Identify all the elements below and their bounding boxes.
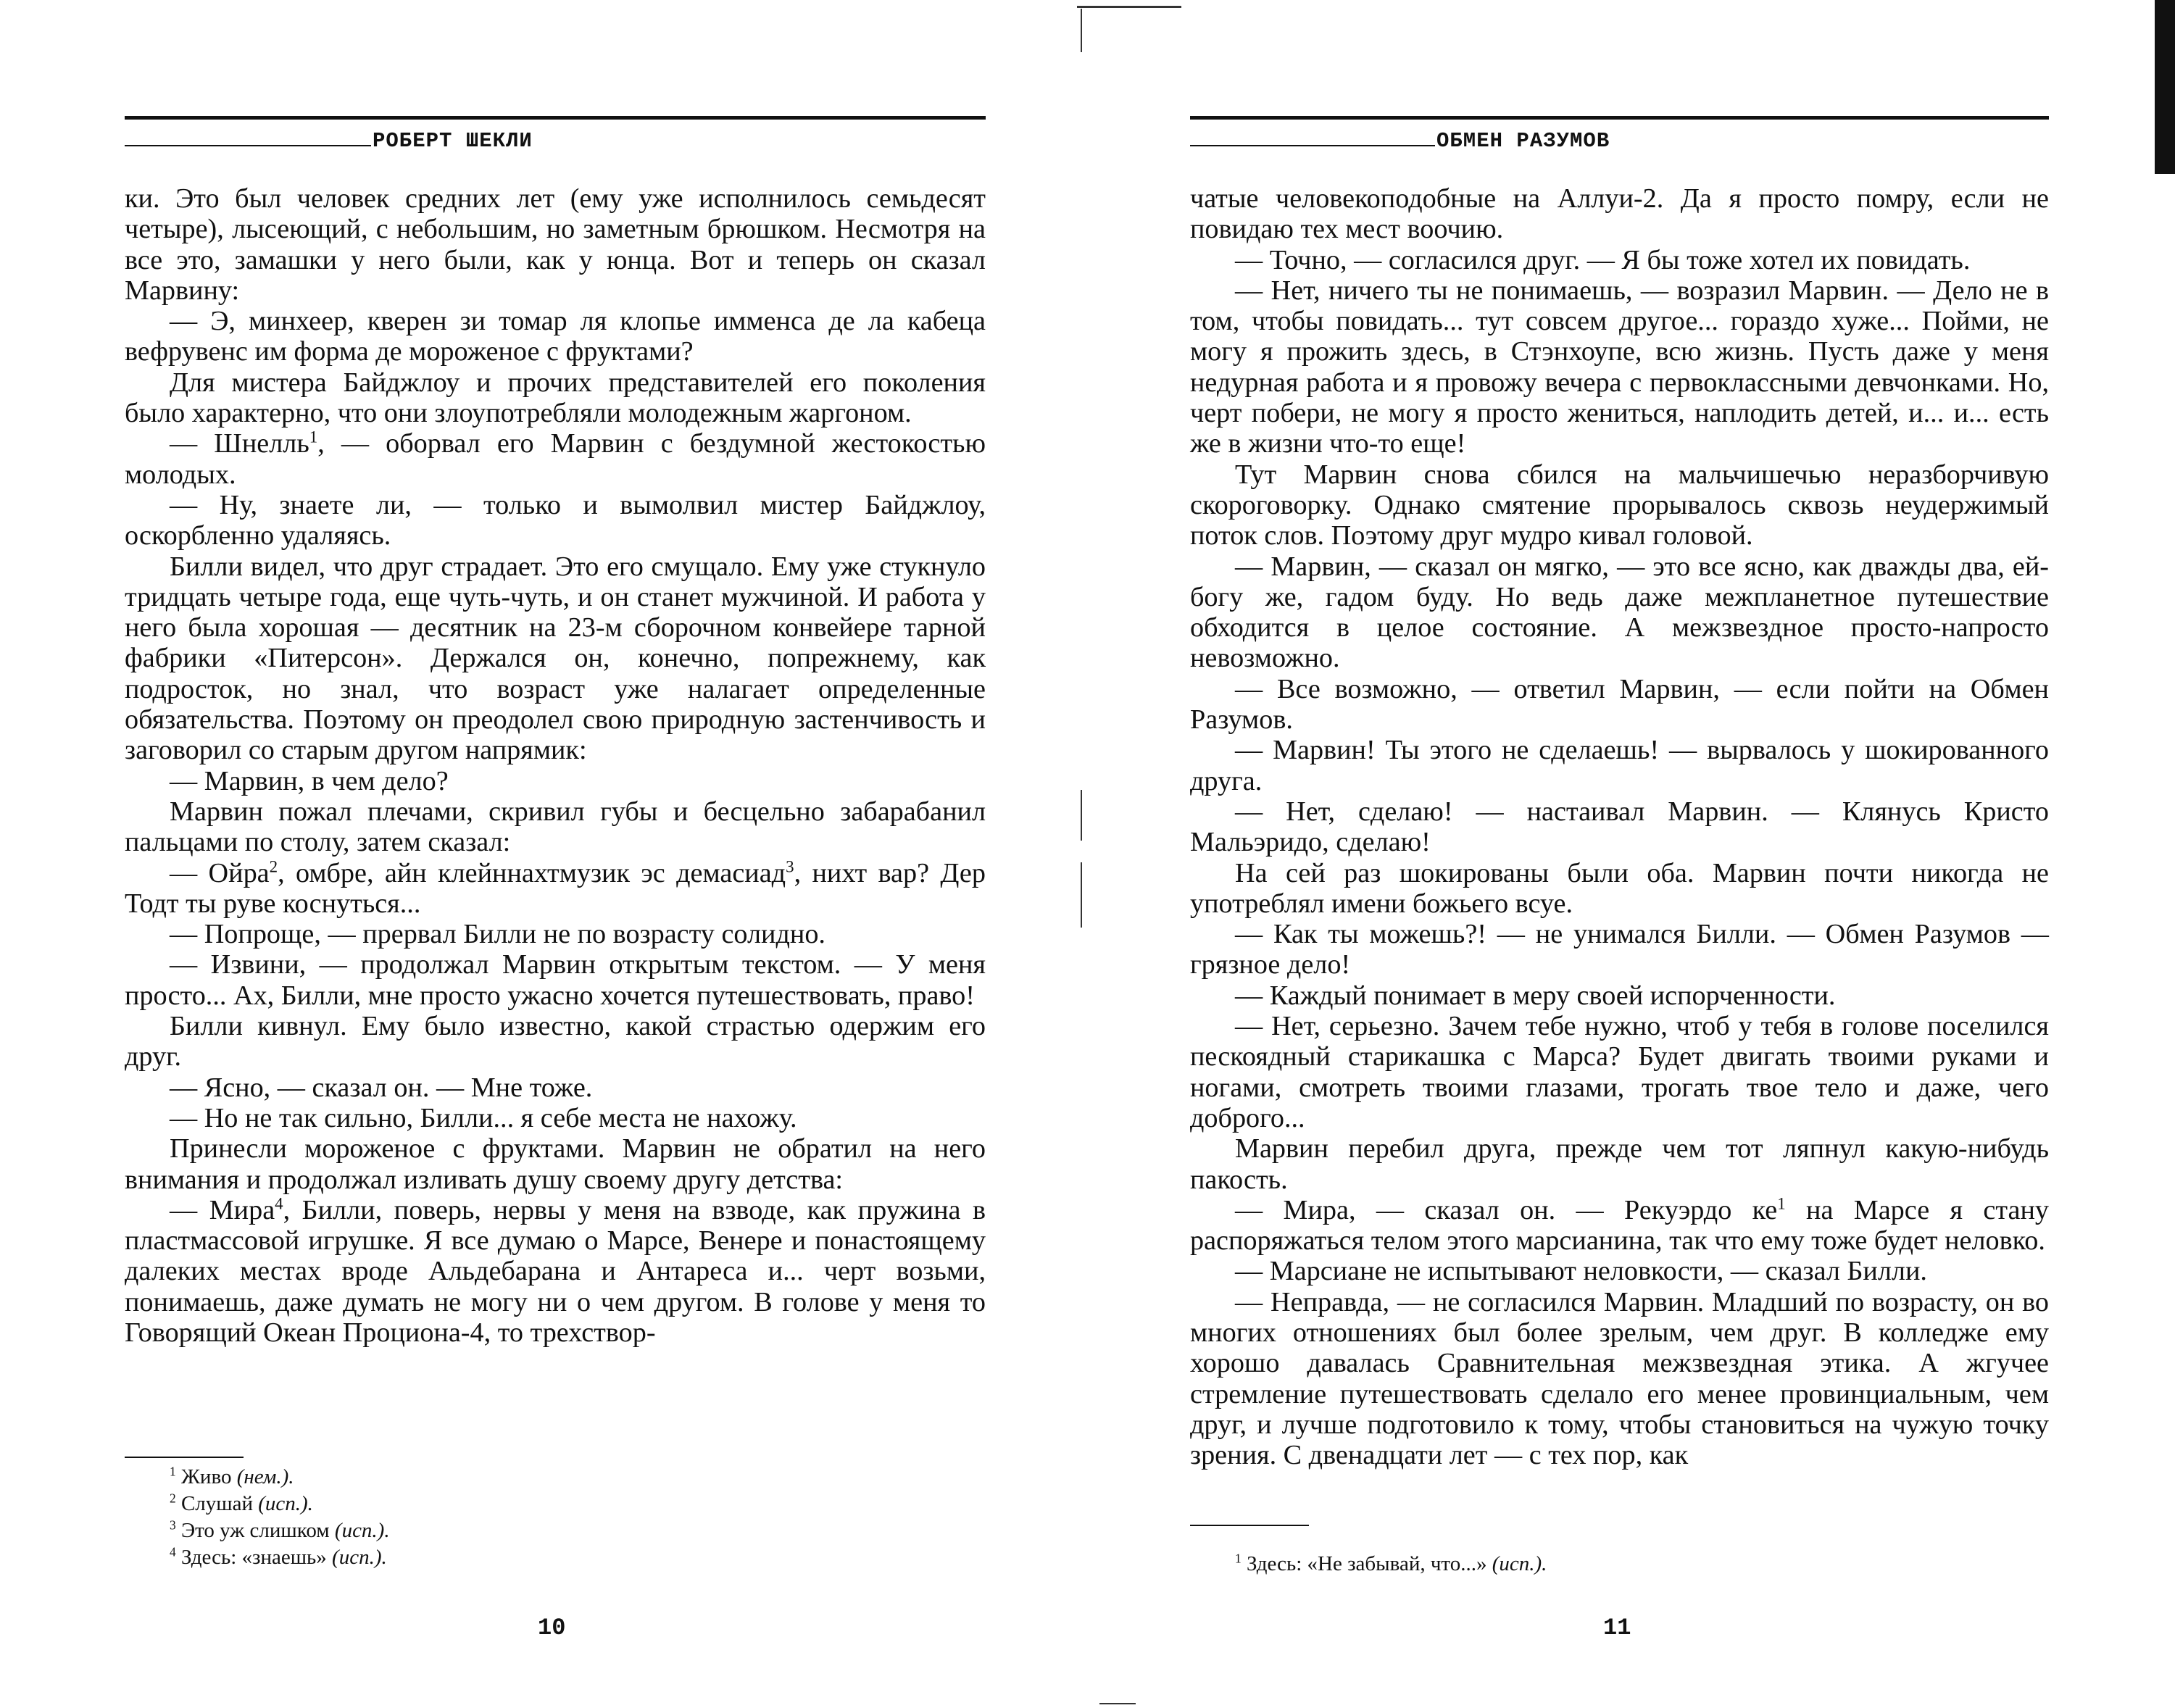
paragraph: Принесли мороженое с фруктами. Марвин не обратил на него внимания и продолжал изливать душу своему другу детства: [125,1133,986,1195]
paragraph: — Марсиане не испытывают неловкости, — сказал Билли. [1235,1256,1927,1287]
gutter-mark [1081,862,1082,928]
paragraph: На сей раз шокированы были оба. Марвин почти никогда не употреблял имени божьего всуе. [1190,857,2049,919]
gutter-mark [1099,1703,1136,1704]
paragraph: — Марвин, — сказал он мягко, — это все ясно, как дважды два, ей-богу же, гадом буду. Но ведь даже межпланетное путешествие обходится в целое состояние. А межзвездное просто-напросто невозможно. [1190,551,2049,674]
footnote: $^2$ Слушай (исп.). [170,1491,313,1515]
paragraph: — Все возможно, — ответил Марвин, — если пойти на Обмен Разумов. [1190,673,2049,736]
paragraph: — Точно, — согласился друг. — Я бы тоже хотел их повидать. [1235,244,1971,275]
right-page [1087,0,2175,1708]
left-page [0,0,1087,1708]
paragraph: Марвин перебил друга, прежде чем тот ляпнул какую-нибудь пакость. [1190,1133,2049,1195]
scan-edge-shadow [2155,0,2175,174]
gutter-mark [1077,6,1181,8]
running-head: ОБМЕН РАЗУМОВ [1190,130,1610,152]
footnote: $^4$ Здесь: «знаешь» (исп.). [170,1544,387,1569]
paragraph: Билли видел, что друг страдает. Это его смущало. Ему уже стукнуло тридцать четыре года, еще чуть-чуть, и он станет мужчиной. И работа у него была хорошая — десятник на 23-м сборочном конвейере тарной фабрики «Питерсон». Держался он, конечно, попрежнему, как подросток, но знал, что возраст уже налагает определенные обязательства. Поэтому он преодолел свою природную застенчивость и заговорил со старым другом напрямик: [125,551,986,766]
footnotes [1190,1551,2049,1578]
paragraph: — Нет, серьезно. Зачем тебе нужно, чтоб у тебя в голове поселился пескоядный старикашка с Марса? Будет двигать твоими руками и ногами, смотреть твоими глазами, трогать твое тело и даже, чего доброго... [1190,1011,2049,1133]
gutter-mark [1081,9,1082,52]
paragraph: — Извини, — продолжал Марвин открытым текстом. — У меня просто... Ах, Билли, мне просто ужасно хочется путешествовать, право! [125,949,986,1011]
paragraph: — Но не так сильно, Билли... я себе места не нахожу. [170,1102,797,1133]
paragraph: — Нет, сделаю! — настаивал Марвин. — Клянусь Кристо Мальэридо, сделаю! [1190,796,2049,858]
paragraph: — Марвин! Ты этого не сделаешь! — вырвалось у шокированного друга. [1190,735,2049,796]
paragraph: — Каждый понимает в меру своей испорченности. [1235,980,1836,1011]
paragraph: — Э, минхеер, кверен зи томар ля клопье имменса де ла кабеца вефрувенс им форма де мороженое с фруктами? [125,306,986,367]
footnote-rule [125,1457,244,1458]
paragraph: — Шнелль$^1$, — оборвал его Марвин с бездумной жестокостью молодых. [125,428,986,490]
paragraph: Тут Марвин снова сбился на мальчишечью неразборчивую скороговорку. Однако смятение прорывалось сквозь неудержимый поток слов. Поэтому друг мудро кивал головой. [1190,459,2049,551]
paragraph: ки. Это был человек средних лет (ему уже исполнилось семьдесят четыре), лысеющий, с небольшим, но заметным брюшком. Несмотря на все это, замашки у него были, как у юнца. Вот и теперь он сказал Марвину: [125,183,986,306]
footnote: $^1$ Живо (нем.). [170,1464,294,1488]
paragraph: — Марвин, в чем дело? [170,765,449,796]
paragraph: — Ойра$^2$, омбре, айн клейннахтмузик эс демасиад$^3$, нихт вар? Дер Тодт ты руве коснуться... [125,857,986,919]
paragraph: — Ну, знаете ли, — только и вымолвил мистер Байджлоу, оскорбленно удаляясь. [125,489,986,551]
footnote: $^3$ Это уж слишком (исп.). [170,1517,390,1542]
body-text [1190,183,2049,1470]
footnote-rule [1190,1525,1309,1526]
paragraph: — Ясно, — сказал он. — Мне тоже. [170,1072,593,1103]
header-rule [125,116,986,120]
footnotes [125,1464,986,1571]
running-head: РОБЕРТ ШЕКЛИ [125,130,533,152]
paragraph: — Попроще, — прервал Билли не по возрасту солидно. [170,919,825,950]
paragraph: Марвин пожал плечами, скривил губы и бесцельно забарабанил пальцами по столу, затем сказал: [125,796,986,858]
paragraph: — Мира, — сказал он. — Рекуэрдо $ке^1$ на Марсе я стану распоряжаться телом этого марсианина, так что ему тоже будет неловко. [1190,1194,2049,1257]
page-number: 10 [538,1615,566,1641]
body-text [125,183,986,1348]
paragraph: — Нет, ничего ты не понимаешь, — возразил Марвин. — Дело не в том, чтобы повидать... тут совсем другое... гораздо хуже... Пойми, не могу я прожить здесь, в Стэнхоупе, всю жизнь. Пусть даже у меня недурная работа и я провожу вечера с первоклассными девчонками. Но, черт побери, не могу я просто жениться, наплодить детей, и... и... есть же в жизни что-то еще! [1190,275,2049,459]
paragraph: — Как ты можешь?! — не унимался Билли. — Обмен Разумов — грязное дело! [1190,919,2049,980]
paragraph: Билли кивнул. Ему было известно, какой страстью одержим его друг. [125,1011,986,1072]
paragraph: чатые человекоподобные на Аллуи-2. Да я просто помру, если не повидаю тех мест воочию. [1190,183,2049,245]
footnote: $^1$ Здесь: «Не забывай, что...» (исп.). [1235,1551,1547,1575]
page-number: 11 [1603,1615,1631,1641]
gutter-mark [1081,790,1082,841]
paragraph: Для мистера Байджлоу и прочих представителей его поколения было характерно, что они злоупотребляли молодежным жаргоном. [125,367,986,429]
paragraph: — Неправда, — не согласился Марвин. Младший по возрасту, он во многих отношениях был более зрелым, чем друг. В колледже ему хорошо давалась Сравнительная межзвездная этика. А жгучее стремление путешествовать сделало его менее провинциальным, чем друг, и лучше подготовило к тому, чтобы становиться на чужую точку зрения. С двенадцати лет — с тех пор, как [1190,1286,2049,1471]
header-rule [1190,116,2049,120]
paragraph: — Мира$^4$, Билли, поверь, нервы у меня на взводе, как пружина в пластмассовой игрушке. Я все думаю о Марсе, Венере и понастоящему далеких местах вроде Альдебарана и Антареса и... черт возьми, понимаешь, даже думать не могу ни о чем другом. В голове у меня то Говорящий Океан Проциона-4, то трехствор- [125,1194,986,1348]
